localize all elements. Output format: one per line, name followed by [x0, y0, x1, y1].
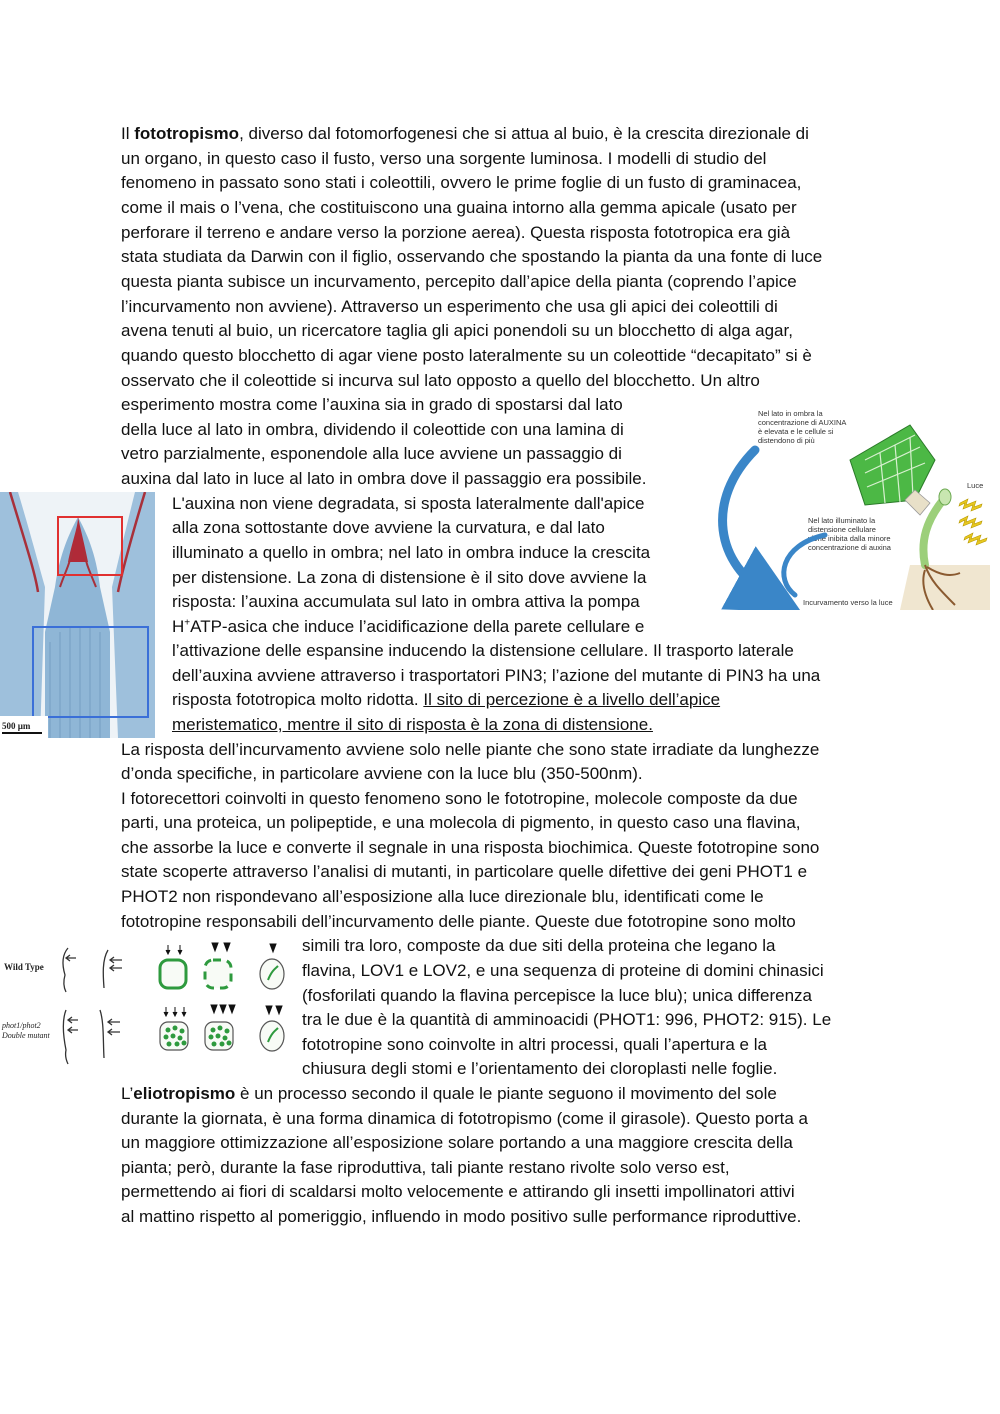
text-line: pianta; però, durante la fase riproduttiva, tali piante restano rivolte solo verso est,: [121, 1158, 730, 1177]
text-line: vetro parzialmente, esponendole alla luce avviene un passaggio di: [121, 444, 622, 463]
text-line: parti, una proteica, un polipeptide, e una molecola di pigmento, in questo caso una flavina,: [121, 813, 801, 832]
auxin-distribution-figure: [715, 405, 990, 610]
text-line: illuminato a quello in ombra; nel lato in ombra induce la crescita: [172, 543, 651, 562]
term-fototropismo: fototropismo: [134, 124, 240, 143]
text-line: La risposta dell’incurvamento avviene solo nelle piante che sono state irradiate da lunghezze: [121, 740, 820, 759]
mutant-cells: [160, 1005, 284, 1051]
text-line: flavina, LOV1 e LOV2, e una sequenza di proteine di domini chinasici: [302, 961, 824, 980]
caption-shade-line: concentrazione di AUXINA: [758, 418, 847, 427]
text-line: (fosforilati quando la flavina percepisce la luce blu); unica differenza: [302, 986, 812, 1005]
label-double-mutant: Double mutant: [2, 1031, 50, 1040]
light-rays-icon: [959, 499, 987, 545]
text-line: osservato che il coleottide si incurva sul lato opposto a quello del blocchetto. Un altro: [121, 371, 760, 390]
text-line: fototropine sono coinvolte in altri processi, quali l’apertura e la: [302, 1035, 767, 1054]
caption-light: Luce: [967, 481, 984, 490]
text-line: dell’auxina avviene attraverso i trasportatori PIN3; l’azione del mutante di PIN3 ha una: [172, 666, 821, 685]
text-line: avena tenuti al buio, un ricercatore taglia gli apici ponendoli su un blocchetto di alga agar,: [121, 321, 793, 340]
text-line: state scoperte attraverso l’analisi di mutanti, in particolare quelle difettive dei geni PHOT1 e: [121, 862, 808, 881]
wildtype-seedlings: [63, 948, 122, 992]
caption-light-side-line: viene inibita dalla minore: [808, 534, 891, 543]
text-line: d’onda specifiche, in particolare avviene con la luce blu (350-500nm).: [121, 764, 643, 783]
text-line: esperimento mostra come l’auxina sia in grado di spostarsi dal lato: [121, 395, 623, 414]
scale-bar-label: 500 µm: [2, 721, 31, 731]
text-line: durante la giornata, è una forma dinamica di fototropismo (come il girasole). Questo porta a: [121, 1109, 808, 1128]
mutant-seedlings: [63, 1010, 120, 1064]
text-line: Il fototropismo, diverso dal fotomorfogenesi che si attua al buio, è la crescita direzionale di: [121, 124, 809, 143]
text-line: della luce al lato in ombra, dividendo il coleottide con una lamina di: [121, 420, 624, 439]
text-line: tra le due è la quantità di amminoacidi (PHOT1: 996, PHOT2: 915). Le: [302, 1010, 832, 1029]
text-line: L’eliotropismo è un processo secondo il quale le piante seguono il movimento del sole: [121, 1084, 777, 1103]
text-line: come il mais o l’vena, che costituiscono una guaina intorno alla gemma apicale (usato per: [121, 198, 797, 217]
text-line: perforare il terreno e andare verso la porzione aerea). Questa risposta fototropica era già: [121, 223, 791, 242]
underlined-key-sentence: Il sito di percezione è a livello dell’apice: [423, 690, 721, 709]
term-eliotropismo: eliotropismo: [133, 1084, 236, 1103]
caption-light-side-line: Nel lato illuminato la: [808, 516, 876, 525]
zoomed-cells: [850, 425, 935, 515]
label-double-mutant: phot1/phot2: [2, 1021, 41, 1030]
text-line: per distensione. La zona di distensione è il sito dove avviene la: [172, 568, 647, 587]
text-line: che assorbe la luce e converte il segnale in una risposta biochimica. Queste fototropine sono: [121, 838, 820, 857]
label-wild-type: Wild Type: [4, 962, 44, 972]
text-line: I fotorecettori coinvolti in questo fenomeno sono le fototropine, molecole composte da due: [121, 789, 798, 808]
text-line: stata studiata da Darwin con il figlio, osservando che spostando la pianta da una fonte di luce: [121, 247, 823, 266]
text-line: risposta: l’auxina accumulata sul lato in ombra attiva la pompa: [172, 592, 640, 611]
text-line: fototropine responsabili dell’incurvamento delle piante. Queste due fototropine sono molto: [121, 912, 796, 931]
text-line: H+ATP-asica che induce l’acidificazione della parete cellulare e: [172, 617, 645, 636]
text-line: l’attivazione delle espansine inducendo la distensione cellulare. Il trasporto laterale: [172, 641, 794, 660]
text-line: alla zona sottostante dove avviene la curvatura, e dal lato: [172, 518, 605, 537]
text-line: quando questo blocchetto di agar viene posto lateralmente su un coleottide “decapitato” si è: [121, 346, 812, 365]
underlined-key-sentence: meristematico, mentre il sito di risposta è la zona di distensione.: [172, 715, 653, 734]
text-line: questa pianta subisce un incurvamento, percepito dall’apice della pianta (coprendo l’apice: [121, 272, 797, 291]
text-line: un maggiore ottimizzazione all’esposizione solare portando a una maggiore crescita della: [121, 1133, 793, 1152]
text-line: chiusura degli stomi e l’orientamento dei cloroplasti nelle foglie.: [302, 1059, 778, 1078]
text-line: un organo, in questo caso il fusto, verso una sorgente luminosa. I modelli di studio del: [121, 149, 767, 168]
wildtype-cells: [160, 943, 284, 989]
caption-shade-line: distendono di più: [758, 436, 815, 445]
text-line: L'auxina non viene degradata, si sposta lateralmente dall'apice: [172, 494, 645, 513]
text-line: al mattino rispetto al pomeriggio, influendo in modo positivo sulle performance riproduttive.: [121, 1207, 802, 1226]
text-line: auxina dal lato in luce al lato in ombra dove il passaggio era possibile.: [121, 469, 647, 488]
text-line: fenomeno in passato sono stati i coleottili, ovvero le prime foglie di un fusto di graminacea,: [121, 173, 802, 192]
caption-bend: Incurvamento verso la luce: [803, 598, 893, 607]
caption-shade-line: è elevata e le cellule si: [758, 427, 834, 436]
caption-light-side-line: concentrazione di auxina: [808, 543, 891, 552]
big-curved-arrow: [723, 450, 770, 595]
caption-light-side-line: distensione cellulare: [808, 525, 876, 534]
text-line: l’incurvamento non avviene). Attraverso un esperimento che usa gli apici dei coleottili di: [121, 297, 778, 316]
text-line: permettendo ai fiori di scaldarsi molto velocemente e attirando gli insetti impollinatori attivi: [121, 1182, 795, 1201]
text-line: simili tra loro, composte da due siti della proteina che legano la: [302, 936, 776, 955]
caption-shade-line: Nel lato in ombra la: [758, 409, 823, 418]
phototropin-mutant-figure: [0, 940, 298, 1070]
text-line: PHOT2 non rispondevano all’esposizione alla luce direzionale blu, identificati come le: [121, 887, 764, 906]
coleoptile-micrograph: [0, 492, 155, 738]
text-line: risposta fototropica molto ridotta. Il sito di percezione è a livello dell’apice: [172, 690, 721, 709]
